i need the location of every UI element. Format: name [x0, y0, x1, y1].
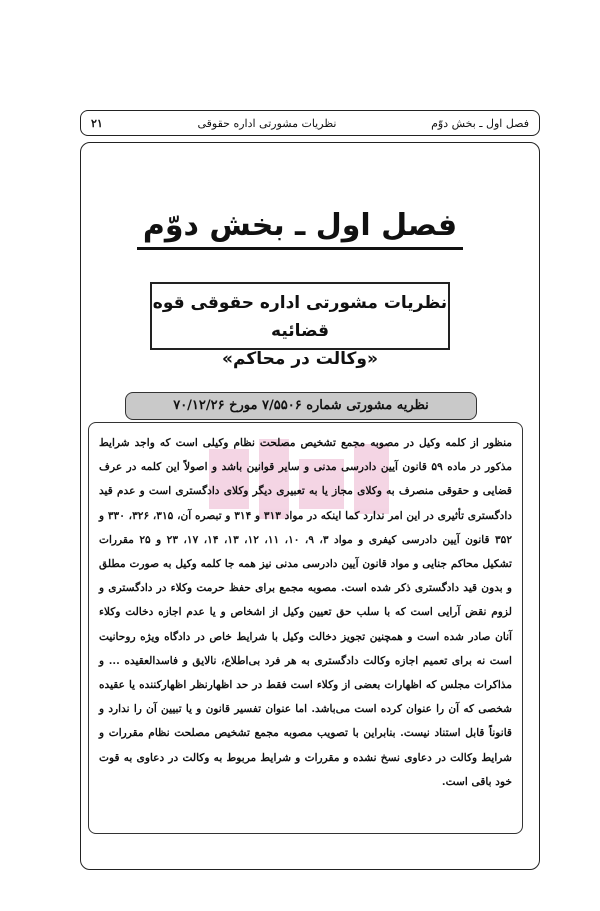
header-center-text: نظریات مشورتی اداره حقوقی	[197, 116, 337, 130]
body-box	[88, 422, 523, 834]
running-header	[80, 110, 540, 136]
subtitle-box	[150, 282, 450, 369]
chapter-title-text: فصل اول ـ بخش دوّم	[137, 208, 463, 250]
opinion-banner: نظریه مشورتی شماره ۷/۵۵۰۶ مورخ ۷۰/۱۲/۲۶	[125, 392, 477, 420]
header-right-text: فصل اول ـ بخش دوّم	[431, 116, 529, 130]
page-number: ۲۱	[91, 116, 103, 130]
subtitle-line-1: نظریات مشورتی اداره حقوقی قوه قضائیه	[152, 293, 448, 341]
chapter-title	[0, 208, 600, 243]
subtitle-line-2: «وکالت در محاکم»	[222, 349, 378, 369]
opinion-body-text: منظور از کلمه وکیل در مصوبه مجمع تشخیص مصلحت نظام وکیلی است که واجد شرایط مذکور در ماده ۵۹ قانون آیین دادرسی مدنی و سایر قوانین باشد و اصولاً این کلمه در عرف قضایی و حقوقی منصرف به وکلای مجاز یا به تعبیری دیگر وکلای دادگستری است و عدم قید دادگستری تأثیری در این امر ندارد کما اینکه در مواد ۳۱۳ و ۳۱۴ و تبصره آن، ۳۱۵، ۳۲۶، ۳۳۰ و ۳۵۲ قانون آیین دادرسی کیفری و مواد ۳، ۹، ۱۰، ۱۱، ۱۲، ۱۳، ۱۴، ۱۷، ۲۳ و ۲۵ مقررات تشکیل محاکم جنایی و مواد قانون آیین دادرسی مدنی نیز همه جا کلمه وکیل به صورت مطلق و بدون قید دادگستری ذکر شده است. مصوبه مجمع برای حفظ حرمت وکلاء در دادگستری و لزوم نقض آرایی است که با سلب حق تعیین وکیل از اشخاص و یا عدم اجازه دخالت وکلاء آنان صادر شده است و همچنین تجویز دخالت وکیل با شرایط خاص در دادگاه ویژه روحانیت است نه برای تعمیم اجازه وکالت دادگستری به هر فرد بی‌اطلاع، نالایق و فاسدالعقیده ... و مذاکرات مجلس که اظهارات بعضی از وکلاء است فقط در حد اظهارنظر اظهارکننده یا عقیده شخصی که آن را عنوان کرده است می‌باشد. اما عنوان تفسیر قانون و یا تبیین آن را ندارد و قانوناً قابل استناد نیست. بنابراین با تصویب مصوبه مجمع تشخیص مصلحت نظام مقررات و شرایط وکالت در دعاوی نسخ نشده و مقررات و شرایط مربوط به وکالت در دعاوی به قوت خود باقی است.	[99, 437, 513, 788]
